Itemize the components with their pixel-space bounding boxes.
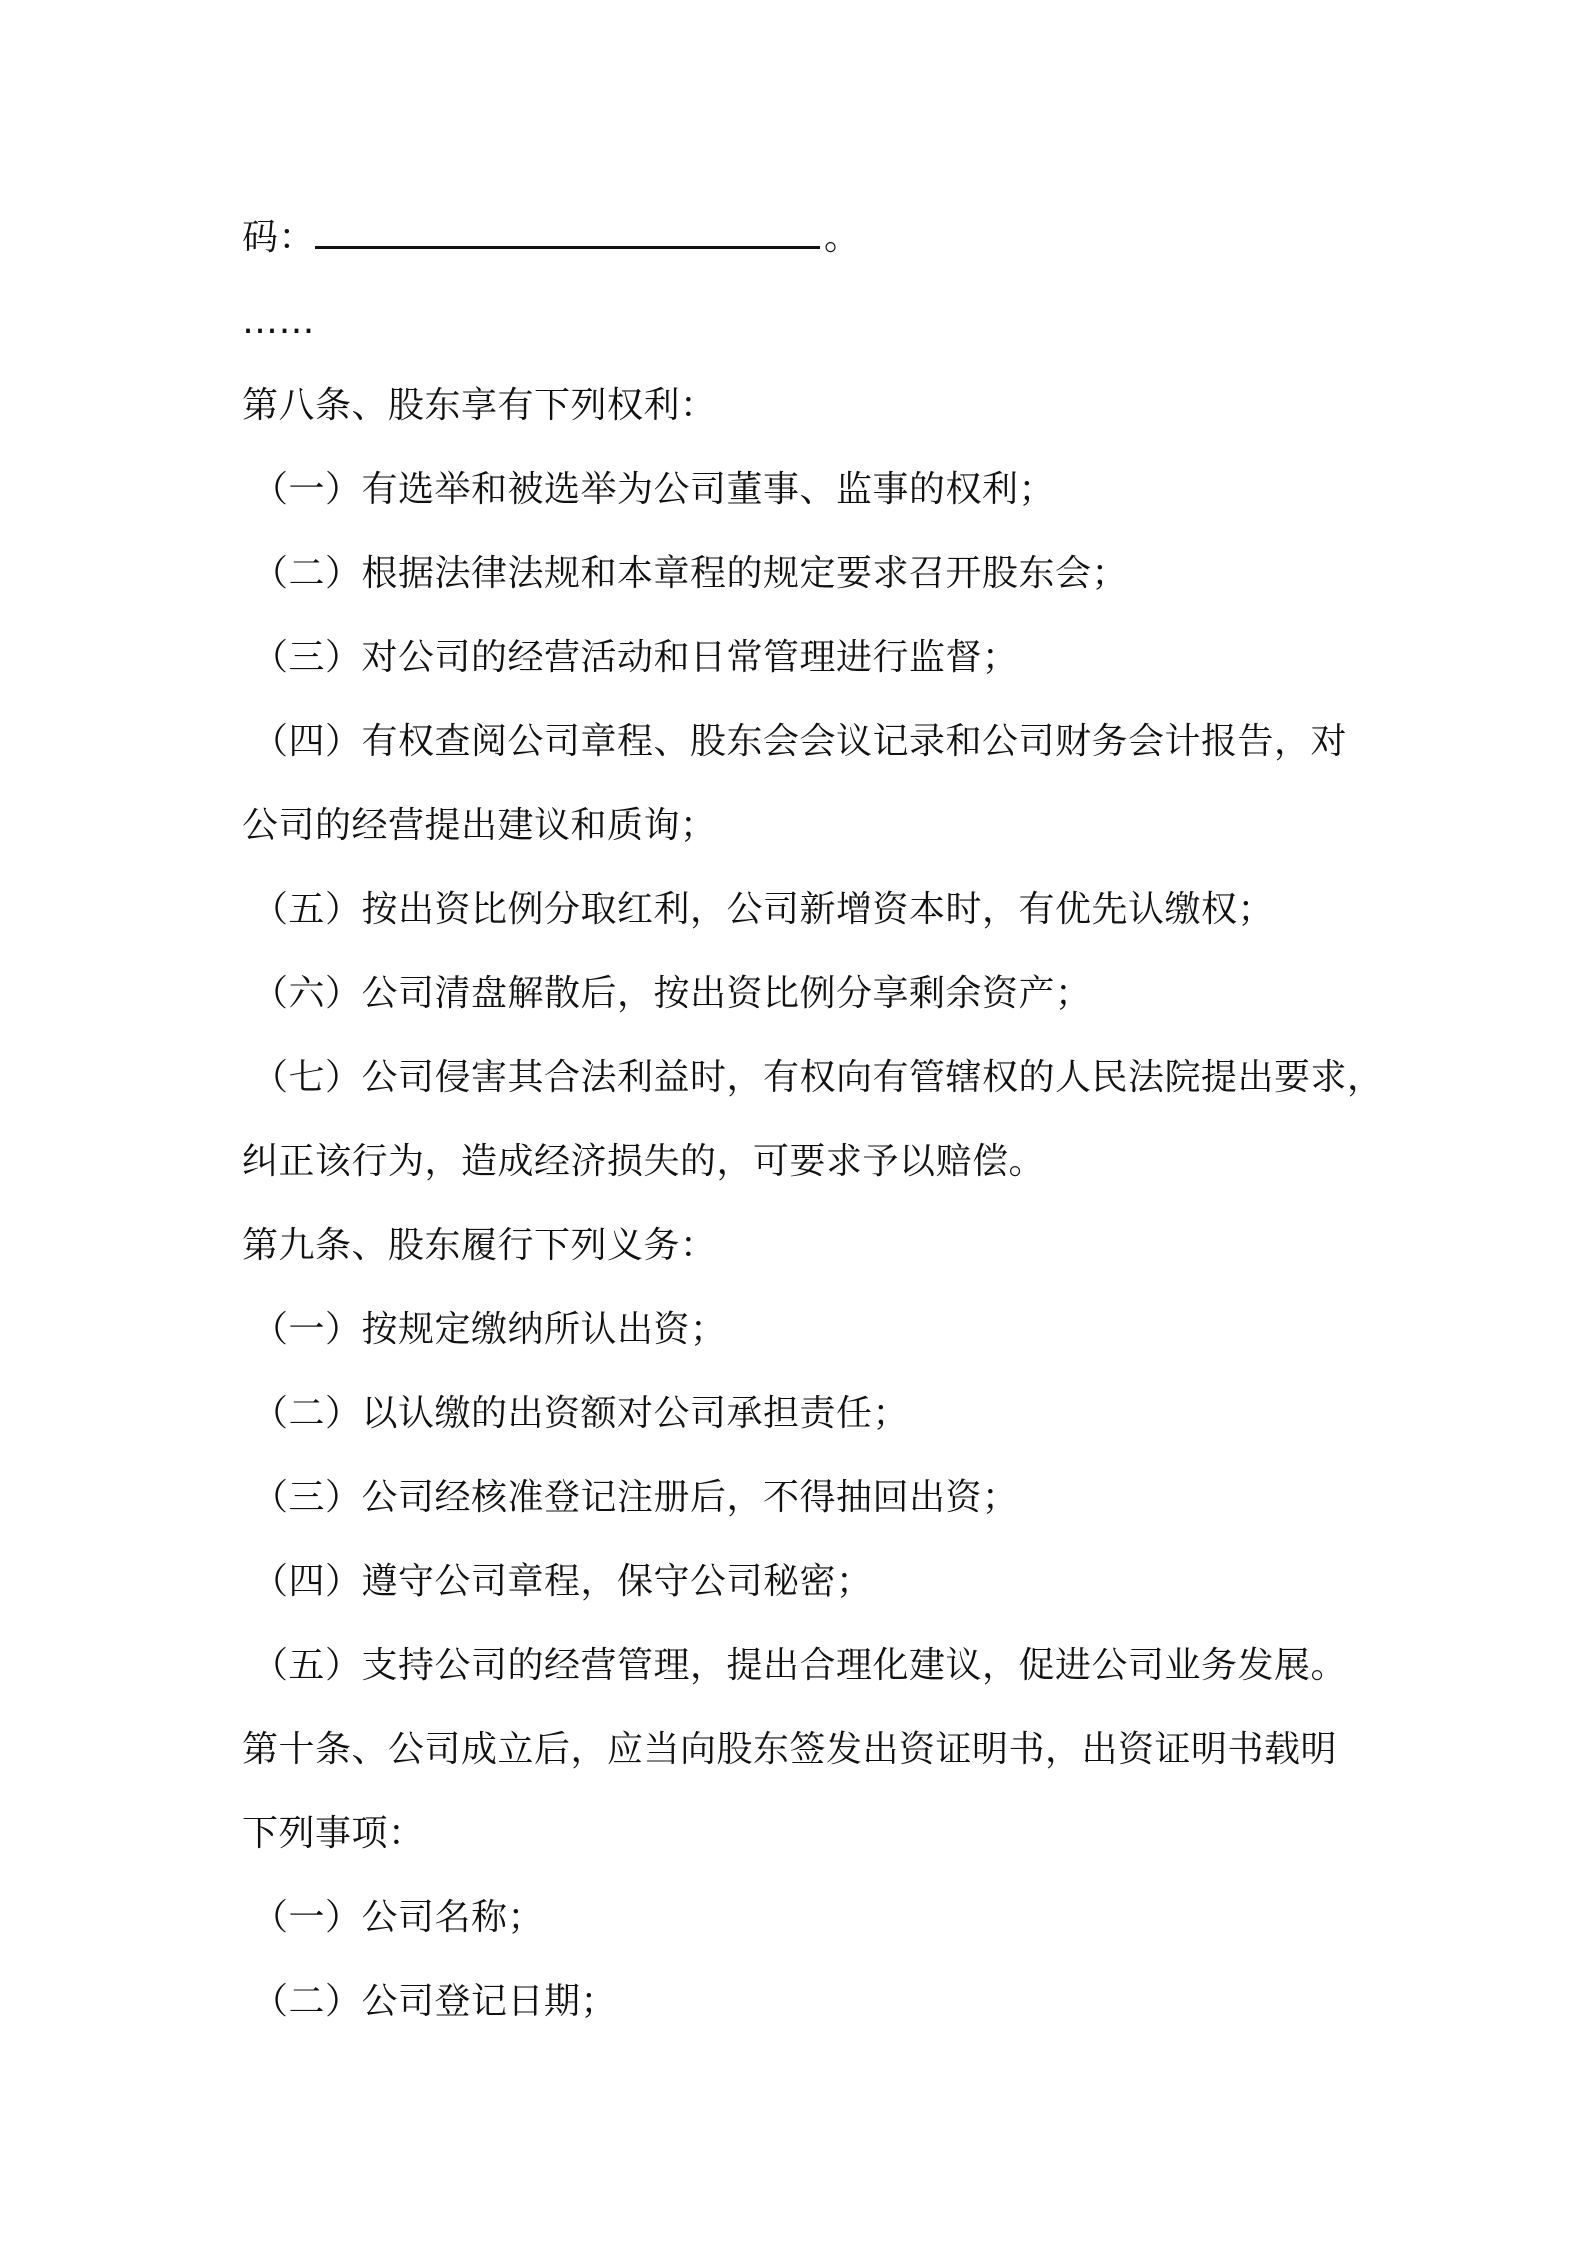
article-8-item-4-line-1: （四）有权查阅公司章程、股东会会议记录和公司财务会计报告，对 [252, 721, 1348, 762]
article-8-heading: 第八条、股东享有下列权利： [242, 385, 717, 426]
article-10-heading-line-2: 下列事项： [242, 1813, 425, 1854]
article-10-item-2: （二）公司登记日期； [252, 1981, 618, 2022]
article-8-item-1: （一）有选举和被选举为公司董事、监事的权利； [252, 469, 1056, 510]
article-9-item-2: （二）以认缴的出资额对公司承担责任； [252, 1393, 910, 1434]
code-blank-field [315, 216, 820, 249]
article-8-item-7-line-2: 纠正该行为，造成经济损失的，可要求予以赔偿。 [242, 1141, 1046, 1182]
article-8-item-6: （六）公司清盘解散后，按出资比例分享剩余资产； [252, 973, 1092, 1014]
article-9-item-1: （一）按规定缴纳所认出资； [252, 1309, 727, 1350]
article-9-item-4: （四）遵守公司章程，保守公司秘密； [252, 1561, 873, 1602]
article-8-item-5: （五）按出资比例分取红利，公司新增资本时，有优先认缴权； [252, 889, 1275, 930]
article-10-item-1: （一）公司名称； [252, 1897, 545, 1938]
article-8-item-4-line-2: 公司的经营提出建议和质询； [242, 805, 717, 846]
document-body [242, 196, 1384, 2044]
ellipsis-line: …… [242, 301, 315, 342]
article-9-item-5: （五）支持公司的经营管理，提出合理化建议，促进公司业务发展。 [252, 1645, 1348, 1686]
article-8-item-3: （三）对公司的经营活动和日常管理进行监督； [252, 637, 1019, 678]
article-9-heading: 第九条、股东履行下列义务： [242, 1225, 717, 1266]
article-8-item-7-line-1: （七）公司侵害其合法利益时，有权向有管辖权的人民法院提出要求， [252, 1057, 1384, 1098]
article-9-item-3: （三）公司经核准登记注册后，不得抽回出资； [252, 1477, 1019, 1518]
code-period: 。 [824, 217, 861, 258]
code-label: 码： [242, 217, 316, 258]
article-8-item-2: （二）根据法律法规和本章程的规定要求召开股东会； [252, 553, 1129, 594]
code-line [242, 196, 1362, 280]
article-10-heading-line-1: 第十条、公司成立后，应当向股东签发出资证明书，出资证明书载明 [242, 1729, 1338, 1770]
